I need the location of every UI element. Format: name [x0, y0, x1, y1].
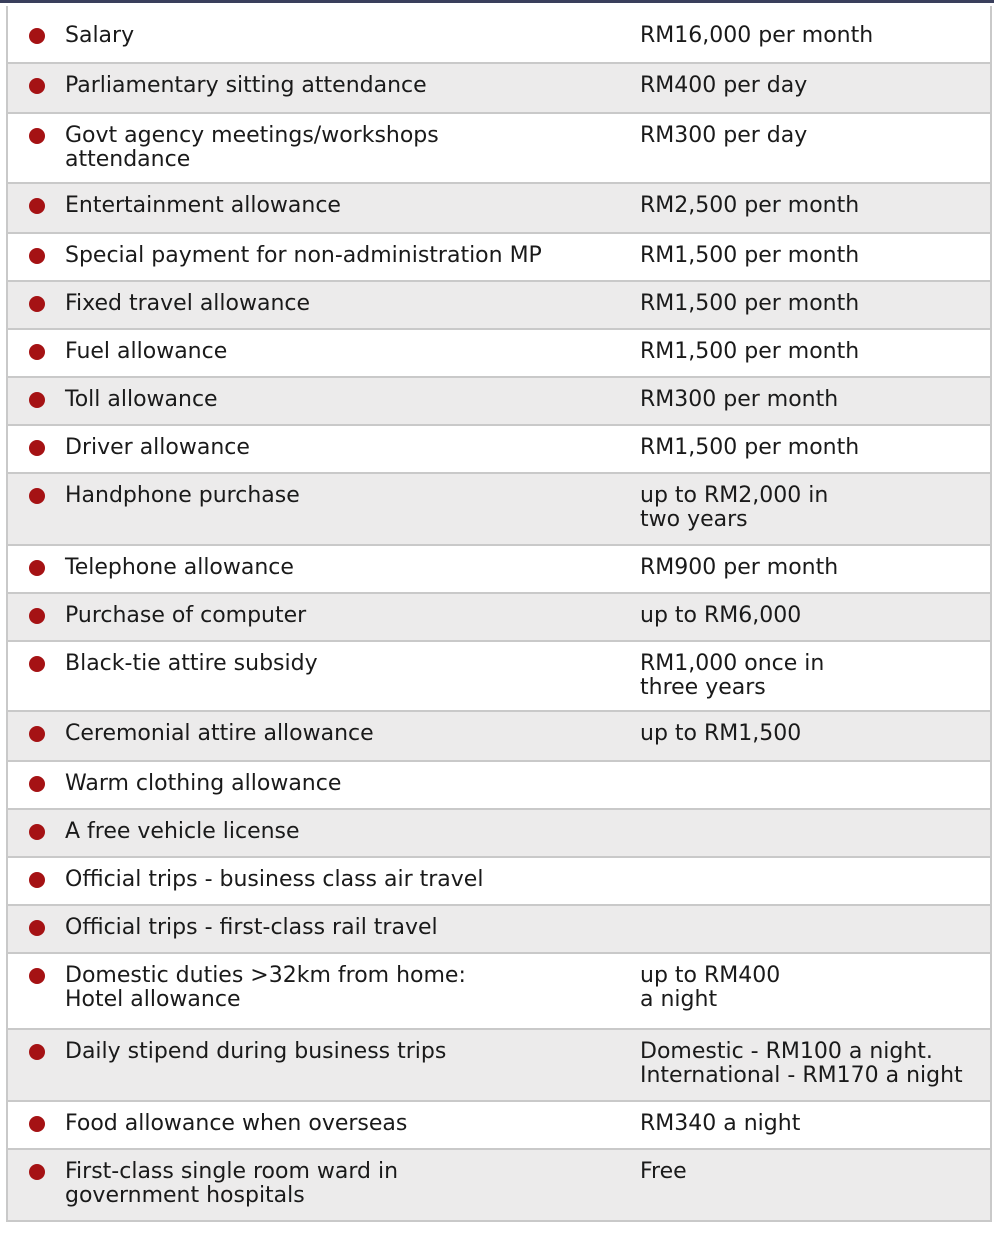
row-amount: up to RM1,500 — [640, 721, 802, 746]
bullet-icon — [29, 296, 45, 312]
table-row — [8, 762, 990, 810]
table-row — [8, 426, 990, 474]
row-item-label: Official trips - business class air travel — [65, 867, 484, 892]
bullet-icon — [29, 608, 45, 624]
table-row — [8, 6, 990, 64]
row-amount: RM1,500 per month — [640, 243, 860, 268]
top-border — [0, 0, 994, 3]
table-row — [8, 1030, 990, 1102]
table-row — [8, 474, 990, 546]
row-item-label: Fixed travel allowance — [65, 291, 311, 316]
row-amount: RM16,000 per month — [640, 23, 874, 48]
row-amount: RM1,500 per month — [640, 291, 860, 316]
bullet-icon — [29, 1044, 45, 1060]
bullet-icon — [29, 488, 45, 504]
bullet-icon — [29, 1116, 45, 1132]
row-item-label: Govt agency meetings/workshops attendance — [65, 123, 439, 172]
table-row — [8, 184, 990, 234]
bullet-icon — [29, 248, 45, 264]
bullet-icon — [29, 198, 45, 214]
table-row — [8, 114, 990, 184]
row-amount: Free — [640, 1159, 687, 1184]
row-item-label: Telephone allowance — [65, 555, 294, 580]
row-amount: up to RM6,000 — [640, 603, 802, 628]
table-row — [8, 642, 990, 712]
row-amount: RM300 per month — [640, 387, 839, 412]
table-row — [8, 234, 990, 282]
bullet-icon — [29, 656, 45, 672]
row-amount: RM400 per day — [640, 73, 808, 98]
bullet-icon — [29, 726, 45, 742]
table-row — [8, 712, 990, 762]
table-row — [8, 594, 990, 642]
row-item-label: Special payment for non-administration MP — [65, 243, 542, 268]
bullet-icon — [29, 392, 45, 408]
row-item-label: Parliamentary sitting attendance — [65, 73, 427, 98]
table-row — [8, 810, 990, 858]
row-amount: up to RM400 a night — [640, 963, 781, 1012]
bullet-icon — [29, 920, 45, 936]
bullet-icon — [29, 344, 45, 360]
table-row — [8, 282, 990, 330]
bullet-icon — [29, 872, 45, 888]
row-amount: RM340 a night — [640, 1111, 801, 1136]
row-item-label: Food allowance when overseas — [65, 1111, 408, 1136]
row-item-label: Fuel allowance — [65, 339, 228, 364]
row-item-label: Warm clothing allowance — [65, 771, 342, 796]
bullet-icon — [29, 78, 45, 94]
row-amount: RM1,500 per month — [640, 435, 860, 460]
table-row — [8, 906, 990, 954]
bullet-icon — [29, 440, 45, 456]
row-item-label: Daily stipend during business trips — [65, 1039, 447, 1064]
row-item-label: Ceremonial attire allowance — [65, 721, 374, 746]
row-item-label: First-class single room ward in government hospitals — [65, 1159, 399, 1208]
row-item-label: Official trips - first-class rail travel — [65, 915, 438, 940]
bullet-icon — [29, 968, 45, 984]
table-row — [8, 546, 990, 594]
row-item-label: A free vehicle license — [65, 819, 300, 844]
bullet-icon — [29, 776, 45, 792]
bullet-icon — [29, 560, 45, 576]
table-row — [8, 378, 990, 426]
row-amount: RM1,500 per month — [640, 339, 860, 364]
bullet-icon — [29, 1164, 45, 1180]
row-item-label: Handphone purchase — [65, 483, 300, 508]
row-item-label: Driver allowance — [65, 435, 250, 460]
row-item-label: Purchase of computer — [65, 603, 307, 628]
bullet-icon — [29, 824, 45, 840]
row-amount: RM900 per month — [640, 555, 839, 580]
table-row — [8, 1102, 990, 1150]
row-item-label: Salary — [65, 23, 135, 48]
row-amount: RM2,500 per month — [640, 193, 860, 218]
bullet-icon — [29, 28, 45, 44]
row-item-label: Black-tie attire subsidy — [65, 651, 318, 676]
table-row — [8, 954, 990, 1030]
row-item-label: Toll allowance — [65, 387, 218, 412]
table-row — [8, 858, 990, 906]
table-row — [8, 330, 990, 378]
allowance-table — [6, 6, 992, 1222]
row-amount: Domestic - RM100 a night. International - RM170 a night — [640, 1039, 963, 1088]
row-amount: RM300 per day — [640, 123, 808, 148]
row-item-label: Domestic duties >32km from home: Hotel allowance — [65, 963, 466, 1012]
table-row — [8, 64, 990, 114]
row-amount: RM1,000 once in three years — [640, 651, 825, 700]
row-amount: up to RM2,000 in two years — [640, 483, 829, 532]
table-row — [8, 1150, 990, 1220]
row-item-label: Entertainment allowance — [65, 193, 341, 218]
bullet-icon — [29, 128, 45, 144]
